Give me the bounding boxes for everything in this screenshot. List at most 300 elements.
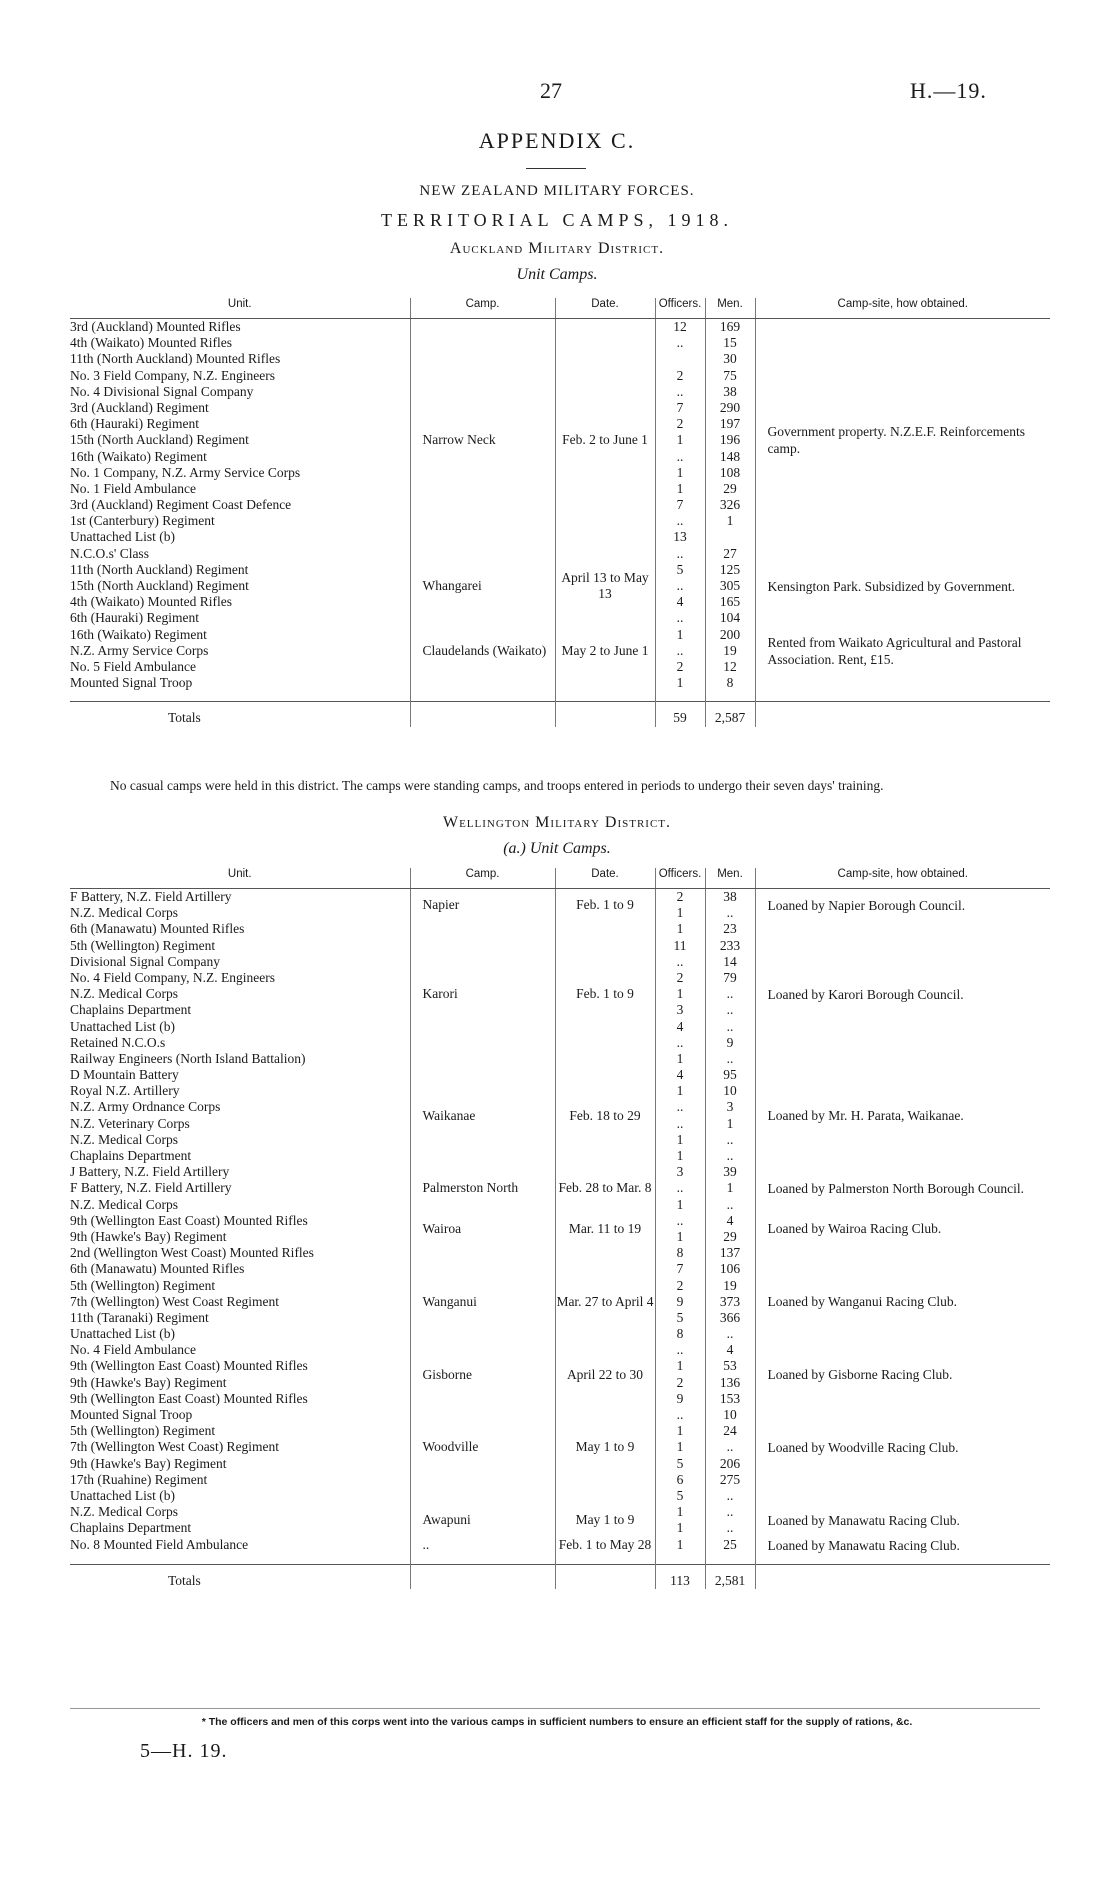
table-row [70,319,1050,336]
officers-cell: 12 [655,319,705,336]
officers-cell: 1 [655,1229,705,1245]
column-header-camp: Camp. [410,868,555,889]
unit-name: 15th (North Auckland) Regiment [70,578,249,593]
unit-name: Retained N.C.O.s [70,1034,166,1050]
unit-name: J Battery, N.Z. Field Artillery [70,1164,230,1180]
totals-label: Totals [70,1564,410,1589]
unit-name: 6th (Manawatu) Mounted Rifles [70,1261,245,1277]
spacer-cell [70,691,410,702]
table-row [70,1537,1050,1554]
unit-cell [70,1504,410,1520]
column-header-men: Men. [705,298,755,319]
men-cell: 79 [705,970,755,986]
column-header-unit: Unit. [70,298,410,319]
unit-name: 5th (Wellington) Regiment [70,937,216,953]
unit-cell [70,432,410,448]
unit-cell [70,986,410,1002]
unit-cell [70,497,410,513]
unit-name: 6th (Manawatu) Mounted Rifles [70,921,245,937]
men-cell: 27 [705,546,755,562]
date-cell: May 1 to 9 [555,1391,655,1504]
unit-name: N.C.O.s' Class [70,545,149,561]
date-cell: Feb. 1 to 9 [555,921,655,1067]
date-cell: Mar. 11 to 19 [555,1213,655,1245]
document-reference: H.—19. [910,78,987,103]
unit-name: Unattached List (b) [70,1326,175,1342]
unit-cell [70,1375,410,1391]
camp-cell: Awapuni [410,1504,555,1536]
unit-name: 9th (Hawke's Bay) Regiment [70,1374,227,1390]
table-row [70,889,1050,906]
unit-name: Unattached List (b) [70,1487,175,1503]
unit-name: No. 8 Mounted Field Ambulance [70,1536,249,1552]
officers-cell: 2 [655,416,705,432]
unit-cell [70,319,410,336]
unit-name: No. 4 Field Company, N.Z. Engineers [70,969,275,985]
camp-cell: Palmerston North [410,1164,555,1213]
unit-cell [70,1537,410,1554]
officers-cell: .. [655,1099,705,1115]
site-cell: Loaned by Karori Borough Council. [755,921,1050,1067]
footnote: * The officers and men of this corps went into the various camps in sufficient numbers to ensure an efficient staff for the supply of rations, &c. [201,1716,913,1728]
men-cell: 366 [705,1310,755,1326]
totals-men: 2,581 [705,1564,755,1589]
unit-cell [70,1423,410,1439]
officers-cell: 1 [655,1051,705,1067]
unit-name: 1st (Canterbury) Regiment [70,513,215,529]
unit-cell [70,1197,410,1213]
officers-cell: 1 [655,432,705,448]
unit-cell [70,1391,410,1407]
men-cell: 8 [705,675,755,691]
unit-cell [70,1439,410,1455]
officers-cell: 2 [655,368,705,384]
unit-cell [70,938,410,954]
totals-label: Totals [70,702,410,727]
unit-cell [70,335,410,351]
wellington-subtitle: (a.) Unit Camps. [503,840,611,857]
column-header-officers: Officers. [655,868,705,889]
officers-cell: 7 [655,1261,705,1277]
spacer-cell [410,691,555,702]
unit-cell [70,1083,410,1099]
spacer-cell [410,1554,555,1565]
men-cell: .. [705,1488,755,1504]
men-cell: 275 [705,1472,755,1488]
officers-cell: 1 [655,1537,705,1554]
table-row [70,1164,1050,1180]
unit-name: Unattached List (b) [70,1018,175,1034]
men-cell: 1 [705,513,755,529]
officers-cell: 1 [655,1423,705,1439]
unit-name: 9th (Wellington East Coast) Mounted Rifles [70,1390,308,1406]
officers-cell: .. [655,335,705,351]
unit-name: N.Z. Veterinary Corps [70,1115,190,1131]
column-header-site: Camp-site, how obtained. [755,868,1050,889]
unit-name: 5th (Wellington) Regiment [70,1423,216,1439]
unit-name: Chaplains Department [70,1520,192,1536]
forces-heading: NEW ZEALAND MILITARY FORCES. [419,183,695,199]
unit-name: D Mountain Battery [70,1067,179,1083]
unit-name: 9th (Wellington East Coast) Mounted Rifles [70,1212,308,1228]
officers-cell: 1 [655,905,705,921]
table-header-row [70,868,1050,889]
officers-cell: 11 [655,938,705,954]
unit-cell [70,1148,410,1164]
date-cell: Feb. 18 to 29 [555,1067,655,1164]
site-cell: Kensington Park. Subsidized by Government. [755,562,1050,611]
auckland-table-body [70,319,1050,727]
title-rule [526,168,586,169]
unit-name: F Battery, N.Z. Field Artillery [70,1180,232,1196]
unit-name: No. 3 Field Company, N.Z. Engineers [70,367,275,383]
unit-name: 4th (Waikato) Mounted Rifles [70,594,233,610]
men-cell: 136 [705,1375,755,1391]
men-cell: 23 [705,921,755,937]
unit-name: 3rd (Auckland) Regiment [70,399,209,415]
officers-cell: 8 [655,1245,705,1261]
unit-cell [70,627,410,643]
site-cell: Loaned by Wanganui Racing Club. [755,1245,1050,1358]
totals-camp-cell [410,1564,555,1589]
totals-camp-cell [410,702,555,727]
men-cell: 14 [705,954,755,970]
spacer-cell [70,1554,410,1565]
men-cell: 29 [705,1229,755,1245]
men-cell: .. [705,1504,755,1520]
unit-cell [70,1294,410,1310]
officers-cell: 4 [655,1019,705,1035]
camp-cell: Karori [410,921,555,1067]
men-cell: 305 [705,578,755,594]
date-cell: April 22 to 30 [555,1358,655,1390]
site-cell: Loaned by Manawatu Racing Club. [755,1537,1050,1554]
table-row [70,1213,1050,1229]
spacer-row [70,691,1050,702]
site-cell: Loaned by Wairoa Racing Club. [755,1213,1050,1245]
men-cell: 1 [705,1180,755,1196]
auckland-district-heading: Auckland Military District. [449,240,665,257]
totals-date-cell [555,702,655,727]
unit-cell [70,578,410,594]
auckland-note: No casual camps were held in this district. The camps were standing camps, and troops entered in periods to undergo their seven days' training. [110,778,884,793]
column-header-date: Date. [555,868,655,889]
site-cell: Loaned by Woodville Racing Club. [755,1391,1050,1504]
men-cell: 75 [705,368,755,384]
men-cell: .. [705,1051,755,1067]
officers-cell: .. [655,1407,705,1423]
officers-cell: .. [655,1342,705,1358]
camp-cell: Whangarei [410,562,555,611]
officers-cell: .. [655,610,705,626]
table-header-row [70,298,1050,319]
appendix-title: APPENDIX C. [478,128,636,153]
officers-cell: 7 [655,497,705,513]
unit-cell [70,594,410,610]
men-cell: 9 [705,1035,755,1051]
camp-cell: Napier [410,889,555,922]
unit-cell [70,1213,410,1229]
unit-cell [70,1310,410,1326]
camp-cell: Claudelands (Waikato) [410,610,555,691]
officers-cell: .. [655,643,705,659]
men-cell: 108 [705,465,755,481]
camp-cell: Waikanae [410,1067,555,1164]
unit-name: N.Z. Medical Corps [70,1196,178,1212]
men-cell: 290 [705,400,755,416]
officers-cell: 6 [655,1472,705,1488]
men-cell: 38 [705,384,755,400]
men-cell: 29 [705,481,755,497]
site-cell: Loaned by Gisborne Racing Club. [755,1358,1050,1390]
table-row [70,1067,1050,1083]
officers-cell: .. [655,578,705,594]
unit-cell [70,610,410,626]
column-header-unit: Unit. [70,868,410,889]
men-cell: 137 [705,1245,755,1261]
men-cell: .. [705,1019,755,1035]
men-cell: 12 [705,659,755,675]
officers-cell: .. [655,1035,705,1051]
camp-cell: Woodville [410,1391,555,1504]
men-cell: 4 [705,1342,755,1358]
unit-cell [70,1261,410,1277]
wellington-table-body [70,889,1050,1589]
men-cell: .. [705,1002,755,1018]
unit-name: 11th (North Auckland) Regiment [70,561,249,577]
unit-cell [70,529,410,545]
unit-name: 9th (Hawke's Bay) Regiment [70,1455,227,1471]
unit-name: 7th (Wellington) West Coast Regiment [70,1293,280,1309]
print-code: 5—H. 19. [140,1740,228,1762]
site-cell: Rented from Waikato Agricultural and Pastoral Association. Rent, £15. [755,610,1050,691]
men-cell [705,529,755,545]
unit-name: No. 4 Divisional Signal Company [70,383,254,399]
site-cell: Loaned by Napier Borough Council. [755,889,1050,922]
officers-cell: 9 [655,1294,705,1310]
column-header-men: Men. [705,868,755,889]
men-cell: 125 [705,562,755,578]
unit-name: 3rd (Auckland) Mounted Rifles [70,319,241,334]
spacer-cell [705,1554,755,1565]
unit-cell [70,416,410,432]
officers-cell: 1 [655,1358,705,1374]
men-cell: 3 [705,1099,755,1115]
men-cell: 1 [705,1116,755,1132]
unit-name: N.Z. Medical Corps [70,905,178,921]
unit-cell [70,1067,410,1083]
unit-cell [70,1019,410,1035]
unit-cell [70,1278,410,1294]
table-row [70,1245,1050,1261]
officers-cell: .. [655,1180,705,1196]
unit-cell [70,1180,410,1196]
officers-cell: 5 [655,562,705,578]
unit-cell [70,1116,410,1132]
men-cell: .. [705,986,755,1002]
officers-cell: .. [655,513,705,529]
unit-name: 16th (Waikato) Regiment [70,448,207,464]
date-cell: Feb. 2 to June 1 [555,319,655,562]
unit-cell [70,889,410,906]
officers-cell: .. [655,1116,705,1132]
page-number: 27 [540,78,562,103]
officers-cell: .. [655,954,705,970]
men-cell: 197 [705,416,755,432]
unit-name: Unattached List (b) [70,529,175,545]
unit-name: Royal N.Z. Artillery [70,1083,180,1099]
unit-name: Railway Engineers (North Island Battalion) [70,1050,306,1066]
unit-cell [70,449,410,465]
unit-name: No. 1 Company, N.Z. Army Service Corps [70,464,301,480]
unit-name: No. 4 Field Ambulance [70,1342,196,1358]
unit-cell [70,1472,410,1488]
unit-name: No. 5 Field Ambulance [70,658,196,674]
unit-cell [70,351,410,367]
camp-cell: Wanganui [410,1245,555,1358]
unit-cell [70,481,410,497]
officers-cell: 1 [655,1083,705,1099]
date-cell: Feb. 1 to 9 [555,889,655,922]
unit-cell [70,1099,410,1115]
unit-name: N.Z. Medical Corps [70,1504,178,1520]
men-cell: 153 [705,1391,755,1407]
officers-cell: 2 [655,1375,705,1391]
unit-name: N.Z. Army Service Corps [70,642,209,658]
unit-name: Mounted Signal Troop [70,675,193,691]
unit-name: 9th (Hawke's Bay) Regiment [70,1228,227,1244]
unit-name: 15th (North Auckland) Regiment [70,432,249,448]
column-header-officers: Officers. [655,298,705,319]
men-cell: 373 [705,1294,755,1310]
unit-name: 3rd (Auckland) Regiment Coast Defence [70,497,292,513]
unit-cell [70,513,410,529]
officers-cell: 2 [655,659,705,675]
column-header-camp: Camp. [410,298,555,319]
men-cell: 148 [705,449,755,465]
unit-name: 4th (Waikato) Mounted Rifles [70,335,233,351]
men-cell: 169 [705,319,755,336]
table-row [70,1358,1050,1374]
officers-cell: 3 [655,1002,705,1018]
totals-men: 2,587 [705,702,755,727]
officers-cell: 1 [655,1520,705,1536]
unit-cell [70,1358,410,1374]
men-cell: .. [705,1326,755,1342]
unit-cell [70,384,410,400]
spacer-cell [705,691,755,702]
unit-name: 2nd (Wellington West Coast) Mounted Rifles [70,1245,314,1261]
unit-name: N.Z. Medical Corps [70,986,178,1002]
officers-cell: .. [655,384,705,400]
officers-cell: 2 [655,970,705,986]
men-cell: 165 [705,594,755,610]
unit-name: Chaplains Department [70,1148,192,1163]
officers-cell: 1 [655,1439,705,1455]
officers-cell: 5 [655,1488,705,1504]
camp-cell: Gisborne [410,1358,555,1390]
officers-cell: .. [655,546,705,562]
unit-name: 11th (Taranaki) Regiment [70,1309,209,1325]
unit-cell [70,954,410,970]
unit-name: 17th (Ruahine) Regiment [70,1471,208,1487]
site-cell: Loaned by Manawatu Racing Club. [755,1504,1050,1536]
table-row [70,610,1050,626]
men-cell: .. [705,1197,755,1213]
table-row [70,921,1050,937]
unit-cell [70,465,410,481]
totals-officers: 59 [655,702,705,727]
date-cell: Feb. 1 to May 28 [555,1537,655,1554]
unit-cell [70,1342,410,1358]
spacer-cell [555,691,655,702]
men-cell: 104 [705,610,755,626]
unit-name: 6th (Hauraki) Regiment [70,416,199,432]
officers-cell: 1 [655,1132,705,1148]
men-cell: 10 [705,1407,755,1423]
unit-cell [70,1229,410,1245]
unit-cell [70,675,410,691]
men-cell: 326 [705,497,755,513]
officers-cell: 8 [655,1326,705,1342]
officers-cell: 1 [655,986,705,1002]
wellington-district-heading: Wellington Military District. [442,814,672,831]
unit-cell [70,1164,410,1180]
unit-cell [70,1132,410,1148]
officers-cell: 2 [655,889,705,906]
unit-cell [70,368,410,384]
officers-cell: 5 [655,1456,705,1472]
unit-name: 7th (Wellington West Coast) Regiment [70,1439,280,1455]
officers-cell: 4 [655,1067,705,1083]
men-cell: .. [705,1520,755,1536]
men-cell: 24 [705,1423,755,1439]
men-cell: 38 [705,889,755,906]
camp-cell: .. [410,1537,555,1554]
camp-cell: Narrow Neck [410,319,555,562]
men-cell: .. [705,1132,755,1148]
spacer-cell [555,1554,655,1565]
unit-cell [70,1002,410,1018]
unit-cell [70,1456,410,1472]
officers-cell: 1 [655,1504,705,1520]
men-cell: 4 [705,1213,755,1229]
unit-cell [70,1035,410,1051]
totals-row [70,702,1050,727]
men-cell: 53 [705,1358,755,1374]
unit-cell [70,921,410,937]
unit-cell [70,1326,410,1342]
unit-name: N.Z. Medical Corps [70,1131,178,1147]
totals-row [70,1564,1050,1589]
men-cell: 196 [705,432,755,448]
site-cell: Government property. N.Z.E.F. Reinforcements camp. [755,319,1050,562]
officers-cell: 1 [655,465,705,481]
spacer-cell [655,691,705,702]
wellington-camps-table [70,868,1050,1589]
date-cell: Mar. 27 to April 4 [555,1245,655,1358]
men-cell: 39 [705,1164,755,1180]
totals-site-cell [755,1564,1050,1589]
men-cell: .. [705,1148,755,1164]
unit-name: No. 1 Field Ambulance [70,480,196,496]
auckland-subtitle: Unit Camps. [516,266,598,283]
unit-cell [70,1520,410,1536]
date-cell: May 1 to 9 [555,1504,655,1536]
unit-name: 16th (Waikato) Regiment [70,626,207,642]
unit-name: 11th (North Auckland) Mounted Rifles [70,351,281,367]
unit-name: 5th (Wellington) Regiment [70,1277,216,1293]
